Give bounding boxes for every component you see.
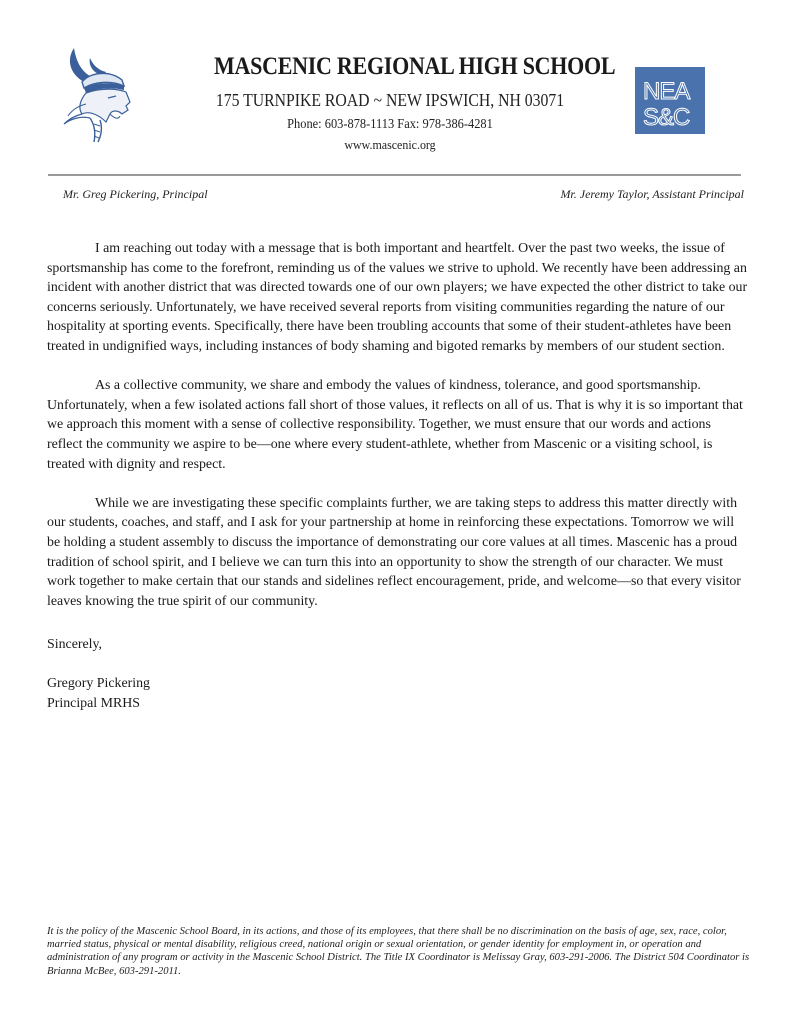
neasc-logo-bottom-text: S&C xyxy=(643,104,690,131)
signer-title: Principal MRHS xyxy=(47,695,140,711)
signer-name: Gregory Pickering xyxy=(47,676,150,692)
school-name: MASCENIC REGIONAL HIGH SCHOOL xyxy=(214,53,616,80)
school-address: 175 TURNPIKE ROAD ~ NEW IPSWICH, NH 03071 xyxy=(215,90,565,110)
neasc-logo-top-text: NEA xyxy=(643,78,690,105)
letter-paragraph: As a collective community, we share and embody the values of kindness, tolerance, and good sportsmanship. Unfortunately, when a few isolated actions fall short of those values, it reflects on all of us. That is why it is so important that we approach this moment with a sense of collective responsibility. Together, we must ensure that our words and actions reflect the community we aspire to be—one where every student-athlete, whether from Mascenic or a visiting school, is treated with dignity and respect. xyxy=(47,378,743,472)
letter-closing xyxy=(47,635,150,713)
school-phone-fax: Phone: 603-878-1113 Fax: 978-386-4281 xyxy=(287,116,493,131)
principal-name: Mr. Greg Pickering, Principal xyxy=(63,187,208,201)
closing-salutation: Sincerely, xyxy=(47,637,103,652)
signature-block xyxy=(47,674,150,713)
letter-paragraph: While we are investigating these specific complaints further, we are taking steps to address this matter directly with our students, coaches, and staff, and I ask for your partnership at home in reinforcing these expectations. Tomorrow we will be holding a student assembly to discuss the importance of demonstrating our core values at all times. Mascenic has a proud tradition of school spirit, and I believe we can turn this into an opportunity to show the strength of our character. We must work together to make certain that our stands and sidelines reflect encouragement, pride, and welcome—so that every visitor leaves knowing the true spirit of our community. xyxy=(47,495,741,609)
letter-paragraph: I am reaching out today with a message that is both important and heartfelt. Over the past two weeks, the issue of sportsmanship has come to the forefront, reminding us of the values we strive to uphold. We recently have been addressing an incident with another district that was directed towards one of our own players; we have expected the other district to take our concerns seriously. Unfortunately, we have received several reports from visiting communities regarding the nature of our hospitality at sporting events. Specifically, there have been troubling accounts that some of their student-athletes have been treated in undignified ways, including instances of body shaming and bigoted remarks by members of our student section. xyxy=(47,241,748,354)
letter-body xyxy=(47,239,749,631)
school-website: www.mascenic.org xyxy=(344,137,436,152)
viking-head-logo-icon xyxy=(60,44,140,146)
header-divider xyxy=(48,174,741,176)
non-discrimination-policy: It is the policy of the Mascenic School Board, in its actions, and those of its employees, that there shall be no discrimination on the basis of age, sex, race, color, married status, physical or mental disability, religious creed, national origin or sexual orientation, or gender identity for employment in, or operation and administration of any program or activity in the Mascenic School District. The Title IX Coordinator is Melissay Gray, 603-291-2006. The District 504 Coordinator is Brianna McBee, 603-291-2011. xyxy=(47,926,750,977)
school-header xyxy=(190,52,616,154)
neasc-logo-icon xyxy=(635,67,705,134)
letterhead xyxy=(0,0,791,176)
staff-row xyxy=(63,185,744,203)
assistant-principal-name: Mr. Jeremy Taylor, Assistant Principal xyxy=(560,187,744,201)
